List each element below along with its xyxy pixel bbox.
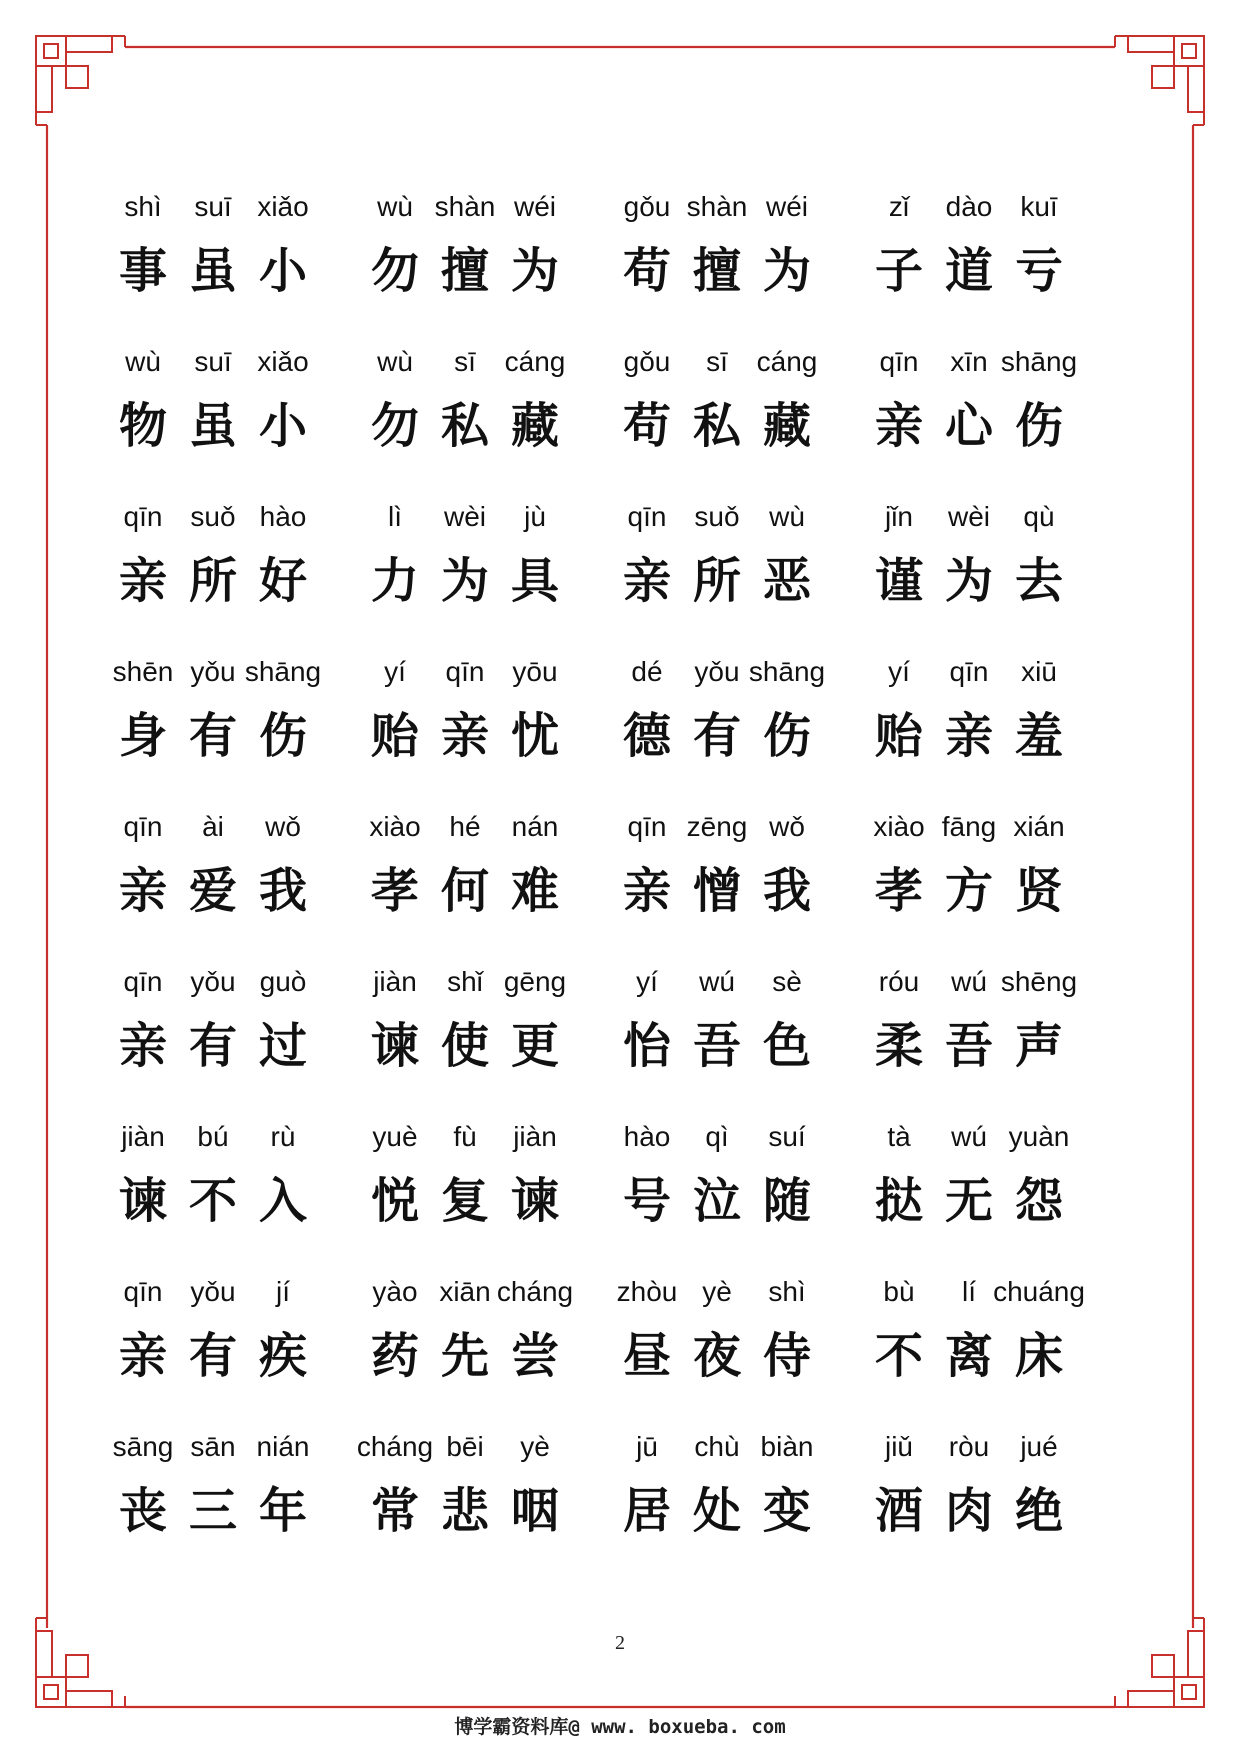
pinyin-syllable: qīn	[627, 811, 667, 842]
hanzi-character: 处	[692, 1483, 741, 1539]
pinyin-syllable: yǒu	[190, 656, 236, 687]
pinyin-syllable: fù	[453, 1121, 477, 1152]
pinyin-syllable: shāng	[244, 656, 322, 687]
hanzi-character: 尝	[510, 1328, 559, 1384]
hanzi-character: 咽	[510, 1483, 559, 1539]
pinyin-syllable: suī	[194, 346, 232, 377]
hanzi-character: 绝	[1014, 1483, 1063, 1539]
pinyin-syllable: bú	[197, 1121, 229, 1152]
hanzi-character: 爱	[188, 863, 237, 919]
pinyin-syllable: xiǎo	[257, 346, 309, 377]
hanzi-character: 力	[370, 553, 419, 609]
pinyin-syllable: qīn	[123, 811, 163, 842]
pinyin-syllable: ài	[202, 811, 224, 842]
hanzi-character: 伤	[762, 708, 811, 764]
hanzi-character: 勿	[370, 398, 419, 454]
hanzi-character: 我	[258, 863, 307, 919]
pinyin-syllable: ròu	[948, 1431, 990, 1462]
hanzi-character: 擅	[440, 243, 489, 299]
pinyin-syllable: wú	[699, 966, 735, 997]
hanzi-character: 藏	[510, 398, 559, 454]
pinyin-syllable: guò	[259, 966, 307, 997]
hanzi-character: 常	[370, 1483, 419, 1539]
pinyin-syllable: xián	[1013, 811, 1065, 842]
pinyin-syllable: shì	[768, 1276, 806, 1307]
hanzi-character: 酒	[874, 1483, 923, 1539]
hanzi-character: 孝	[370, 863, 419, 919]
hanzi-character: 入	[258, 1173, 307, 1229]
hanzi-character: 事	[118, 243, 167, 299]
pinyin-syllable: qīn	[123, 501, 163, 532]
page-number: 2	[615, 1632, 625, 1654]
hanzi-character: 恶	[762, 553, 811, 609]
pinyin-syllable: jué	[1020, 1431, 1058, 1462]
pinyin-syllable: wǒ	[265, 811, 301, 842]
pinyin-syllable: wù	[125, 346, 161, 377]
pinyin-syllable: qù	[1023, 501, 1055, 532]
hanzi-character: 方	[944, 863, 993, 919]
verse-line	[0, 959, 1240, 1115]
hanzi-character: 为	[440, 553, 489, 609]
hanzi-character: 有	[188, 708, 237, 764]
hanzi-character: 为	[944, 553, 993, 609]
hanzi-character: 勿	[370, 243, 419, 299]
pinyin-syllable: jiàn	[121, 1121, 165, 1152]
hanzi-character: 贤	[1014, 863, 1063, 919]
hanzi-character: 亲	[874, 398, 923, 454]
hanzi-character: 三	[188, 1483, 237, 1539]
pinyin-syllable: yōu	[512, 656, 558, 687]
hanzi-character: 虽	[188, 398, 237, 454]
hanzi-character: 谏	[118, 1173, 167, 1229]
hanzi-character: 具	[510, 553, 559, 609]
hanzi-character: 亲	[622, 863, 671, 919]
pinyin-syllable: qīn	[123, 966, 163, 997]
hanzi-character: 不	[874, 1328, 923, 1384]
hanzi-character: 有	[188, 1018, 237, 1074]
hanzi-character: 为	[762, 243, 811, 299]
hanzi-character: 谏	[370, 1018, 419, 1074]
pinyin-syllable: cháng	[496, 1276, 574, 1307]
pinyin-syllable: sāng	[112, 1431, 174, 1462]
pinyin-syllable: xīn	[950, 346, 988, 377]
hanzi-character: 怡	[622, 1018, 671, 1074]
pinyin-syllable: nán	[511, 811, 559, 842]
pinyin-syllable: yǒu	[694, 656, 740, 687]
hanzi-character: 藏	[762, 398, 811, 454]
pinyin-syllable: jū	[636, 1431, 658, 1462]
pinyin-syllable: shēn	[112, 656, 174, 687]
pinyin-syllable: cháng	[356, 1431, 434, 1462]
hanzi-character: 过	[258, 1018, 307, 1074]
pinyin-syllable: wù	[769, 501, 805, 532]
pinyin-syllable: gǒu	[623, 346, 671, 377]
pinyin-syllable: qì	[705, 1121, 729, 1152]
pinyin-syllable: fāng	[941, 811, 997, 842]
hanzi-character: 年	[258, 1483, 307, 1539]
hanzi-character: 所	[692, 553, 741, 609]
hanzi-character: 虽	[188, 243, 237, 299]
pinyin-syllable: yuàn	[1008, 1121, 1070, 1152]
hanzi-character: 谏	[510, 1173, 559, 1229]
hanzi-character: 吾	[692, 1018, 741, 1074]
hanzi-character: 伤	[1014, 398, 1063, 454]
pinyin-syllable: hào	[259, 501, 307, 532]
pinyin-syllable: bù	[883, 1276, 915, 1307]
pinyin-syllable: shàn	[686, 191, 748, 222]
hanzi-character: 柔	[874, 1018, 923, 1074]
pinyin-syllable: xiào	[873, 811, 925, 842]
hanzi-character: 亲	[622, 553, 671, 609]
hanzi-character: 苟	[622, 398, 671, 454]
pinyin-syllable: yè	[520, 1431, 550, 1462]
pinyin-syllable: rù	[270, 1121, 296, 1152]
hanzi-character: 难	[510, 863, 559, 919]
hanzi-character: 身	[118, 708, 167, 764]
pinyin-syllable: wéi	[513, 191, 556, 222]
hanzi-character: 色	[762, 1018, 811, 1074]
pinyin-syllable: qīn	[123, 1276, 163, 1307]
hanzi-character: 药	[370, 1328, 419, 1384]
pinyin-syllable: qīn	[949, 656, 989, 687]
hanzi-character: 好	[258, 553, 307, 609]
verse-line	[0, 804, 1240, 960]
hanzi-character: 去	[1014, 553, 1063, 609]
pinyin-syllable: shǐ	[447, 966, 483, 997]
pinyin-syllable: shēng	[1000, 966, 1078, 997]
pinyin-syllable: qīn	[627, 501, 667, 532]
hanzi-character: 声	[1014, 1018, 1063, 1074]
pinyin-syllable: xiān	[439, 1276, 491, 1307]
pinyin-syllable: qīn	[445, 656, 485, 687]
pinyin-syllable: hé	[449, 811, 481, 842]
pinyin-syllable: sī	[454, 346, 476, 377]
pinyin-syllable: hào	[623, 1121, 671, 1152]
pinyin-syllable: xiǎo	[257, 191, 309, 222]
pinyin-syllable: suǒ	[190, 501, 236, 532]
pinyin-syllable: gǒu	[623, 191, 671, 222]
hanzi-character: 擅	[692, 243, 741, 299]
hanzi-character: 谨	[874, 553, 923, 609]
pinyin-syllable: zǐ	[888, 191, 910, 222]
hanzi-character: 丧	[118, 1483, 167, 1539]
hanzi-character: 忧	[510, 708, 559, 764]
pinyin-syllable: yí	[888, 656, 910, 687]
pinyin-syllable: lì	[388, 501, 402, 532]
verse-line	[0, 1424, 1240, 1580]
verse-line	[0, 1114, 1240, 1270]
pinyin-syllable: yǒu	[190, 1276, 236, 1307]
pinyin-syllable: yí	[384, 656, 406, 687]
hanzi-character: 小	[258, 398, 307, 454]
hanzi-character: 憎	[692, 863, 741, 919]
hanzi-character: 子	[874, 243, 923, 299]
hanzi-character: 我	[762, 863, 811, 919]
hanzi-character: 物	[118, 398, 167, 454]
hanzi-character: 私	[692, 398, 741, 454]
hanzi-character: 亲	[118, 863, 167, 919]
hanzi-character: 悦	[370, 1173, 419, 1229]
pinyin-syllable: nián	[256, 1431, 310, 1462]
pinyin-syllable: cáng	[756, 346, 818, 377]
footer-watermark: 博学霸资料库@ www. boxueba. com	[454, 1716, 786, 1738]
hanzi-character: 为	[510, 243, 559, 299]
pinyin-syllable: cáng	[504, 346, 566, 377]
hanzi-character: 疾	[258, 1328, 307, 1384]
hanzi-character: 有	[188, 1328, 237, 1384]
pinyin-syllable: chù	[694, 1431, 740, 1462]
hanzi-character: 使	[440, 1018, 489, 1074]
hanzi-character: 更	[510, 1018, 559, 1074]
hanzi-character: 羞	[1014, 708, 1063, 764]
verse-line	[0, 339, 1240, 495]
verse-line	[0, 494, 1240, 650]
hanzi-character: 有	[692, 708, 741, 764]
pinyin-syllable: wù	[377, 346, 413, 377]
hanzi-character: 亲	[118, 1328, 167, 1384]
hanzi-character: 号	[622, 1173, 671, 1229]
hanzi-character: 亏	[1014, 243, 1063, 299]
hanzi-character: 苟	[622, 243, 671, 299]
pinyin-syllable: suǒ	[694, 501, 740, 532]
hanzi-character: 道	[944, 243, 993, 299]
pinyin-syllable: wéi	[765, 191, 808, 222]
hanzi-character: 心	[944, 398, 993, 454]
hanzi-character: 怨	[1014, 1173, 1063, 1229]
pinyin-syllable: shì	[124, 191, 162, 222]
hanzi-character: 不	[188, 1173, 237, 1229]
pinyin-syllable: sī	[706, 346, 728, 377]
hanzi-character: 随	[762, 1173, 811, 1229]
pinyin-syllable: kuī	[1020, 191, 1058, 222]
hanzi-character: 贻	[370, 708, 419, 764]
pinyin-syllable: jiǔ	[884, 1431, 913, 1462]
pinyin-syllable: suí	[768, 1121, 806, 1152]
pinyin-syllable: xiào	[369, 811, 421, 842]
verse-line	[0, 1269, 1240, 1425]
pinyin-syllable: dé	[631, 656, 663, 687]
pinyin-syllable: chuáng	[993, 1276, 1085, 1307]
pinyin-syllable: suī	[194, 191, 232, 222]
pinyin-syllable: yào	[372, 1276, 418, 1307]
hanzi-character: 复	[440, 1173, 489, 1229]
pinyin-syllable: yí	[636, 966, 658, 997]
pinyin-syllable: dào	[945, 191, 993, 222]
hanzi-character: 悲	[440, 1483, 489, 1539]
pinyin-syllable: róu	[878, 966, 920, 997]
hanzi-character: 先	[440, 1328, 489, 1384]
verse-line	[0, 184, 1240, 340]
pinyin-syllable: lí	[962, 1276, 976, 1307]
hanzi-character: 夜	[692, 1328, 741, 1384]
pinyin-syllable: gēng	[503, 966, 567, 997]
hanzi-character: 亲	[118, 553, 167, 609]
hanzi-character: 吾	[944, 1018, 993, 1074]
pinyin-syllable: jí	[276, 1276, 290, 1307]
hanzi-character: 居	[622, 1483, 671, 1539]
hanzi-character: 离	[944, 1328, 993, 1384]
hanzi-character: 贻	[874, 708, 923, 764]
pinyin-syllable: jiàn	[373, 966, 417, 997]
pinyin-syllable: jù	[524, 501, 546, 532]
hanzi-character: 挞	[874, 1173, 923, 1229]
pinyin-syllable: zhòu	[616, 1276, 678, 1307]
hanzi-character: 德	[622, 708, 671, 764]
hanzi-character: 私	[440, 398, 489, 454]
pinyin-syllable: wèi	[443, 501, 486, 532]
pinyin-syllable: shāng	[748, 656, 826, 687]
pinyin-syllable: jiàn	[513, 1121, 557, 1152]
hanzi-character: 昼	[622, 1328, 671, 1384]
hanzi-character: 床	[1014, 1328, 1063, 1384]
hanzi-character: 亲	[440, 708, 489, 764]
hanzi-character: 亲	[944, 708, 993, 764]
hanzi-character: 亲	[118, 1018, 167, 1074]
hanzi-character: 无	[944, 1173, 993, 1229]
pinyin-syllable: tà	[887, 1121, 911, 1152]
hanzi-character: 孝	[874, 863, 923, 919]
pinyin-syllable: sān	[190, 1431, 236, 1462]
pinyin-syllable: shāng	[1000, 346, 1078, 377]
hanzi-character: 侍	[762, 1328, 811, 1384]
pinyin-syllable: yuè	[372, 1121, 418, 1152]
pinyin-syllable: wú	[951, 1121, 987, 1152]
pinyin-syllable: wǒ	[769, 811, 805, 842]
pinyin-syllable: xiū	[1021, 656, 1057, 687]
hanzi-character: 所	[188, 553, 237, 609]
pinyin-syllable: bēi	[446, 1431, 484, 1462]
hanzi-character: 伤	[258, 708, 307, 764]
pinyin-syllable: wèi	[947, 501, 990, 532]
verse-line	[0, 649, 1240, 805]
hanzi-character: 变	[762, 1483, 811, 1539]
pinyin-syllable: qīn	[879, 346, 919, 377]
pinyin-syllable: biàn	[760, 1431, 814, 1462]
hanzi-character: 小	[258, 243, 307, 299]
hanzi-character: 泣	[692, 1173, 741, 1229]
pinyin-syllable: yè	[702, 1276, 732, 1307]
pinyin-syllable: jǐn	[884, 501, 913, 532]
pinyin-syllable: wú	[951, 966, 987, 997]
pinyin-syllable: zēng	[686, 811, 748, 842]
pinyin-syllable: shàn	[434, 191, 496, 222]
pinyin-syllable: sè	[772, 966, 802, 997]
pinyin-syllable: wù	[377, 191, 413, 222]
hanzi-character: 肉	[944, 1483, 993, 1539]
hanzi-character: 何	[440, 863, 489, 919]
pinyin-syllable: yǒu	[190, 966, 236, 997]
